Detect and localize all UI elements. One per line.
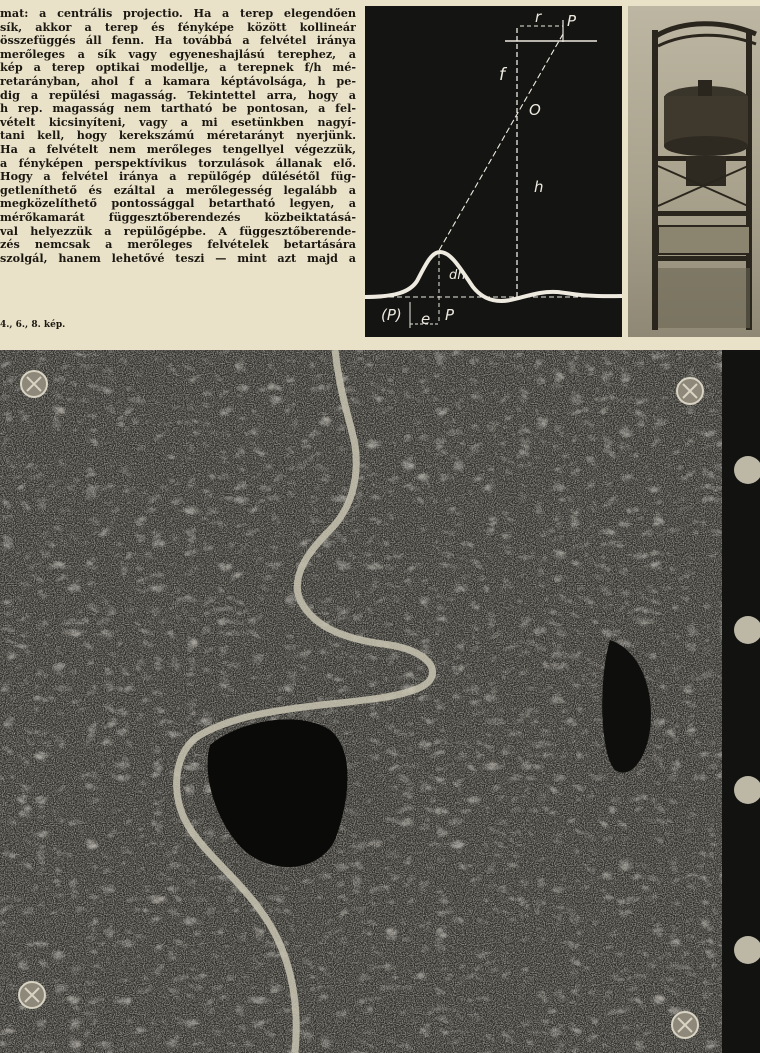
article-line: Ha a felvételt nem merőleges tengellyel végezzük, (0, 142, 356, 156)
article-line: szolgál, hanem lehetővé teszi — mint azt majd a (0, 251, 356, 265)
article-line: tani kell, hogy kerekszámú méretarányt nyerjünk. (0, 129, 356, 143)
article-line: getleníthető és ezáltal a merőlegesség legalább a (0, 183, 356, 197)
article-line: sík, akkor a terep és fényképe között kollineár (0, 20, 356, 34)
article-line: összefüggés áll fenn. Ha továbbá a felvétel iránya (0, 34, 356, 48)
label-P-top: P (567, 12, 577, 30)
article-text (0, 7, 356, 265)
article-line: megközelíthető pontossággal betartható legyen, a (0, 197, 356, 211)
label-r: r (535, 8, 542, 26)
projection-diagram-svg (365, 6, 622, 337)
aerial-photo-drawing (0, 350, 760, 1053)
article-line: h rep. magasság nem tartható be pontosan, a fel- (0, 102, 356, 116)
article-line: retarányban, ahol f a kamara képtávolsága, h pe- (0, 74, 356, 88)
label-f: f (499, 65, 505, 85)
article-line: vételt kicsinyíteni, vagy a mi esetünkben nagyí- (0, 115, 356, 129)
label-dh: dh (449, 268, 466, 283)
article-line: merőleges a sík vagy egyeneshajlású terephez, a (0, 47, 356, 61)
terrain-curve (365, 252, 622, 301)
figure-caption: 4., 6., 8. kép. (0, 320, 66, 330)
camera-mount-photo (628, 6, 760, 337)
projection-diagram (365, 6, 622, 337)
article-line: Hogy a felvétel iránya a repülőgép dűlésétől füg- (0, 170, 356, 184)
label-P-bottom: P (445, 306, 455, 324)
article-line: a fényképen perspektívikus torzulások állanak elő. (0, 156, 356, 170)
label-O: O (529, 101, 541, 119)
article-line: mat: a centrális projectio. Ha a terep elegendően (0, 7, 356, 20)
article-line: val helyezzük a repülőgépbe. A függesztőberende- (0, 224, 356, 238)
label-P-paren: (P) (381, 306, 402, 324)
label-h: h (534, 178, 544, 196)
article-line: mérőkamarát függesztőberendezés közbeiktatásá- (0, 210, 356, 224)
aerial-city-photo (0, 350, 760, 1053)
article-line: dig a repülési magasság. Tekintettel arra, hogy a (0, 88, 356, 102)
article-line: zés nemcsak a merőleges felvételek betartására (0, 238, 356, 252)
article-line: kép a terep optikai modellje, a terepnek f/h mé- (0, 61, 356, 75)
label-e: e (421, 310, 431, 328)
camera-mount-drawing (628, 6, 760, 337)
